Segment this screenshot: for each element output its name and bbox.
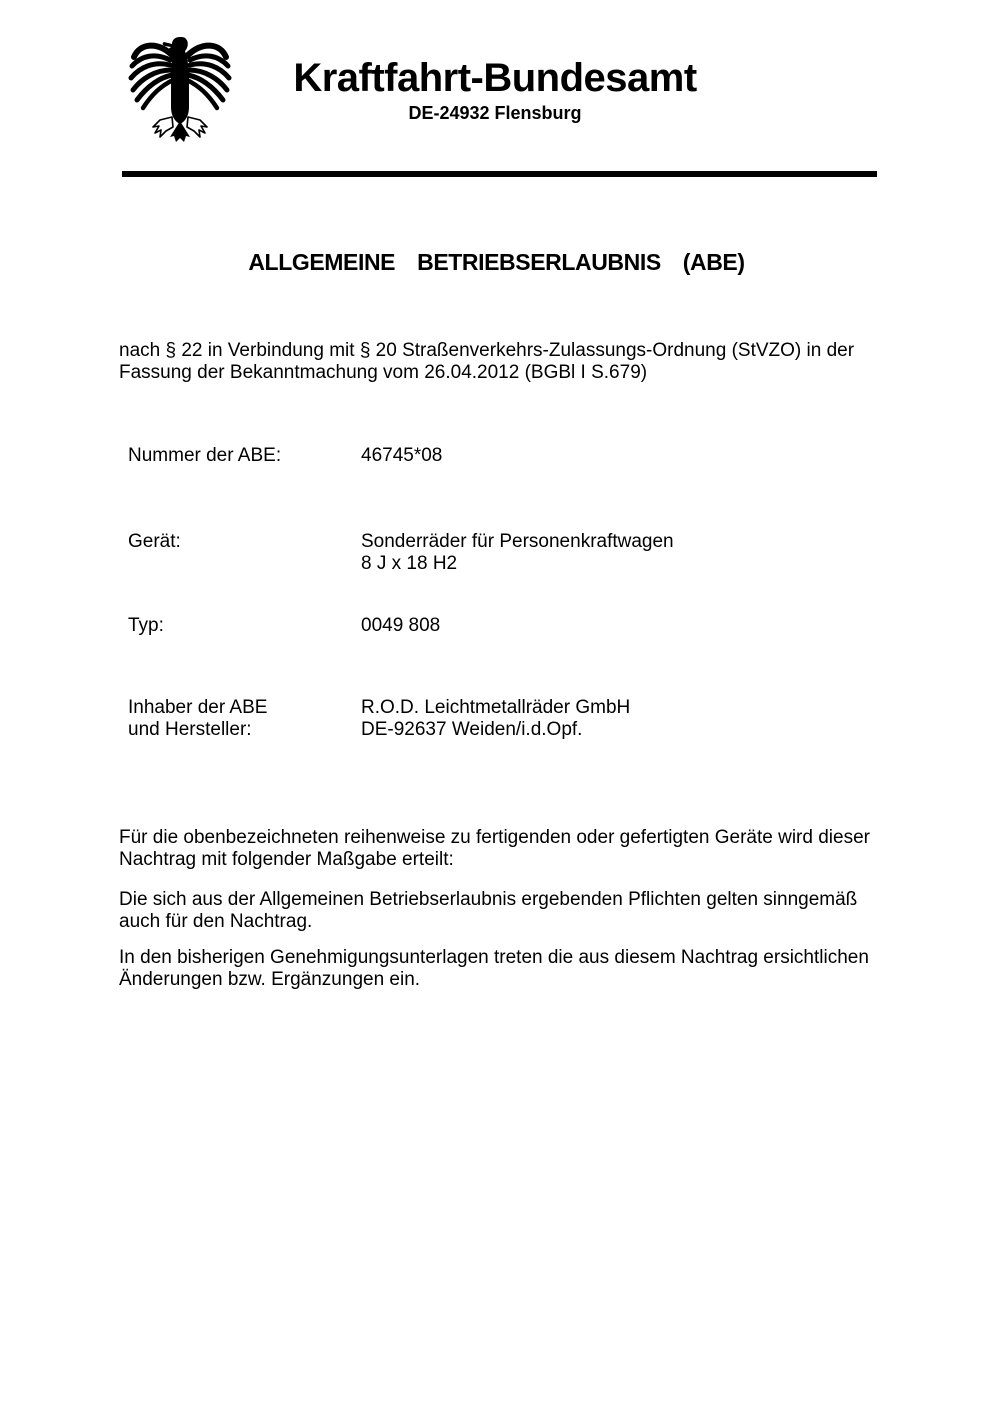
field-value — [361, 615, 440, 637]
field-value-line: R.O.D. Leichtmetallräder GmbH — [361, 697, 631, 718]
paragraph-line: In den bisherigen Genehmigungsunterlagen treten die aus diesem Nachtrag ersichtlichen — [119, 947, 869, 968]
paragraph-line: Die sich aus der Allgemeinen Betriebserlaubnis ergebenden Pflichten gelten sinngemäß — [119, 889, 858, 910]
paragraph-line: auch für den Nachtrag. — [119, 911, 313, 932]
field-label-line: Typ: — [128, 615, 164, 636]
field-value-line: 8 J x 18 H2 — [361, 553, 458, 574]
document-title: ALLGEMEINE BETRIEBSERLAUBNIS (ABE) — [248, 249, 745, 275]
field-value-line: Sonderräder für Personenkraftwagen — [361, 531, 674, 552]
agency-header — [288, 57, 702, 124]
paragraph-line: Nachtrag mit folgender Maßgabe erteilt: — [119, 849, 454, 870]
field-label-line: und Hersteller: — [128, 719, 252, 740]
legal-basis-line: Fassung der Bekanntmachung vom 26.04.2012 (BGBl I S.679) — [119, 362, 648, 383]
header-divider — [122, 171, 877, 177]
paragraph-obligations — [119, 889, 857, 933]
field-label — [128, 615, 164, 637]
legal-basis-line: nach § 22 in Verbindung mit § 20 Straßenverkehrs-Zulassungs-Ordnung (StVZO) in der — [119, 340, 855, 361]
paragraph-amendments — [119, 947, 869, 991]
field-value-line: DE-92637 Weiden/i.d.Opf. — [361, 719, 583, 740]
agency-logo — [128, 34, 232, 146]
field-label-line: Nummer der ABE: — [128, 445, 282, 466]
agency-location: DE-24932 Flensburg — [408, 103, 582, 123]
field-label — [128, 445, 281, 467]
field-label — [128, 531, 181, 553]
paragraph-grant-statement — [119, 827, 870, 871]
field-value — [361, 697, 630, 741]
paragraph-line: Für die obenbezeichneten reihenweise zu fertigenden oder gefertigten Geräte wird dieser — [119, 827, 870, 848]
field-value-line: 46745*08 — [361, 445, 443, 466]
agency-name: Kraftfahrt-Bundesamt — [293, 56, 697, 100]
field-value — [361, 531, 674, 575]
legal-basis-paragraph — [119, 340, 854, 384]
paragraph-line: Änderungen bzw. Ergänzungen ein. — [119, 969, 421, 990]
field-value-line: 0049 808 — [361, 615, 441, 636]
federal-eagle-icon — [128, 34, 232, 146]
field-label-line: Gerät: — [128, 531, 181, 552]
field-label-line: Inhaber der ABE — [128, 697, 268, 718]
field-label — [128, 697, 267, 741]
field-value — [361, 445, 442, 467]
